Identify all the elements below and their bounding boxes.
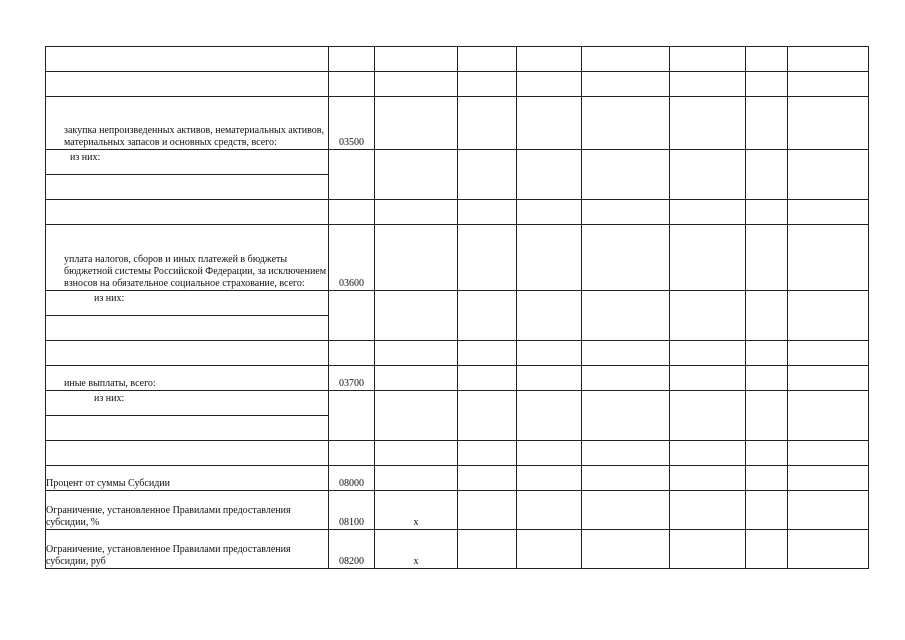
table-row-03700: [46, 366, 869, 391]
row-label: закупка непроизведенных активов, нематериальных активов, материальных запасов и основных средств, всего:: [46, 97, 329, 150]
cell: [582, 466, 670, 491]
cell: [517, 366, 582, 391]
cell: [582, 491, 670, 530]
cell: [582, 291, 670, 341]
cell: [375, 150, 458, 200]
cell: [517, 530, 582, 569]
cell: [670, 366, 746, 391]
cell: [582, 150, 670, 200]
cell: [517, 466, 582, 491]
cell: [375, 466, 458, 491]
table-row-03600: [46, 225, 869, 291]
cell: [517, 72, 582, 97]
cell: [458, 150, 517, 200]
cell: [517, 391, 582, 441]
cell: [517, 441, 582, 466]
sub-label: из них:: [46, 150, 329, 175]
cell: [788, 97, 869, 150]
cell: [788, 200, 869, 225]
cell: [458, 466, 517, 491]
cell: [746, 530, 788, 569]
cell: [458, 366, 517, 391]
row-label: Процент от суммы Субсидии: [46, 466, 329, 491]
cell: [375, 366, 458, 391]
cell: [582, 72, 670, 97]
cell: [517, 97, 582, 150]
row-label: Ограничение, установленное Правилами предоставления субсидии, руб: [46, 530, 329, 569]
cell: [788, 291, 869, 341]
cell: [582, 530, 670, 569]
cell: [670, 391, 746, 441]
table-row: [46, 47, 869, 72]
cell: [788, 366, 869, 391]
table-row: [46, 72, 869, 97]
cell: [517, 341, 582, 366]
cell: [788, 225, 869, 291]
cell: [582, 366, 670, 391]
cell: [329, 291, 375, 341]
cell: [375, 391, 458, 441]
cell: [746, 97, 788, 150]
cell: [46, 441, 329, 466]
table-row: [46, 200, 869, 225]
cell: [458, 491, 517, 530]
cell: [375, 341, 458, 366]
table-row: [46, 391, 869, 416]
cell: [46, 341, 329, 366]
cell: [670, 72, 746, 97]
cell: [746, 72, 788, 97]
table-row: [46, 341, 869, 366]
row-label: иные выплаты, всего:: [46, 366, 329, 391]
cell: [517, 291, 582, 341]
not-applicable-mark: x: [375, 491, 458, 530]
cell: [46, 72, 329, 97]
cell: [788, 441, 869, 466]
cell: [46, 175, 329, 200]
table-row: [46, 150, 869, 175]
cell: [458, 200, 517, 225]
cell: [517, 150, 582, 200]
cell: [788, 72, 869, 97]
cell: [746, 200, 788, 225]
cell: [746, 441, 788, 466]
row-code: 08000: [329, 466, 375, 491]
cell: [788, 150, 869, 200]
cell: [46, 47, 329, 72]
row-code: 08100: [329, 491, 375, 530]
cell: [746, 47, 788, 72]
cell: [582, 341, 670, 366]
cell: [458, 72, 517, 97]
cell: [458, 47, 517, 72]
cell: [746, 491, 788, 530]
cell: [517, 225, 582, 291]
cell: [670, 150, 746, 200]
cell: [458, 341, 517, 366]
cell: [517, 491, 582, 530]
cell: [329, 441, 375, 466]
cell: [670, 491, 746, 530]
cell: [670, 200, 746, 225]
cell: [670, 441, 746, 466]
row-code: 03500: [329, 97, 375, 150]
table-row-08100: [46, 491, 869, 530]
report-table: [45, 46, 869, 569]
cell: [375, 200, 458, 225]
cell: [458, 97, 517, 150]
cell: [458, 291, 517, 341]
table-row-08000: [46, 466, 869, 491]
table-row: [46, 441, 869, 466]
not-applicable-mark: x: [375, 530, 458, 569]
cell: [46, 316, 329, 341]
cell: [46, 416, 329, 441]
row-code: 08200: [329, 530, 375, 569]
cell: [375, 72, 458, 97]
cell: [670, 291, 746, 341]
cell: [582, 391, 670, 441]
cell: [788, 47, 869, 72]
cell: [329, 72, 375, 97]
row-code: 03700: [329, 366, 375, 391]
cell: [458, 530, 517, 569]
cell: [375, 291, 458, 341]
cell: [670, 225, 746, 291]
cell: [329, 391, 375, 441]
cell: [582, 200, 670, 225]
cell: [788, 466, 869, 491]
row-label: Ограничение, установленное Правилами предоставления субсидии, %: [46, 491, 329, 530]
cell: [746, 291, 788, 341]
sub-label: из них:: [46, 391, 329, 416]
cell: [746, 341, 788, 366]
table-row: [46, 291, 869, 316]
cell: [458, 441, 517, 466]
cell: [329, 341, 375, 366]
table-row-03500: [46, 97, 869, 150]
cell: [788, 530, 869, 569]
cell: [746, 225, 788, 291]
cell: [517, 47, 582, 72]
cell: [458, 225, 517, 291]
cell: [329, 200, 375, 225]
cell: [788, 491, 869, 530]
row-label: уплата налогов, сборов и иных платежей в бюджеты бюджетной системы Российской Федерации, за исключением взносов на обязательное социальное страхование, всего:: [46, 225, 329, 291]
cell: [375, 441, 458, 466]
cell: [329, 47, 375, 72]
cell: [746, 466, 788, 491]
cell: [670, 466, 746, 491]
cell: [46, 200, 329, 225]
cell: [375, 47, 458, 72]
cell: [375, 97, 458, 150]
cell: [582, 225, 670, 291]
cell: [458, 391, 517, 441]
cell: [746, 150, 788, 200]
cell: [670, 97, 746, 150]
row-code: 03600: [329, 225, 375, 291]
cell: [582, 441, 670, 466]
cell: [582, 47, 670, 72]
cell: [375, 225, 458, 291]
cell: [670, 47, 746, 72]
sub-label: из них:: [46, 291, 329, 316]
cell: [746, 391, 788, 441]
cell: [788, 341, 869, 366]
cell: [582, 97, 670, 150]
cell: [788, 391, 869, 441]
table-row-08200: [46, 530, 869, 569]
cell: [746, 366, 788, 391]
cell: [329, 150, 375, 200]
cell: [670, 341, 746, 366]
cell: [517, 200, 582, 225]
cell: [670, 530, 746, 569]
